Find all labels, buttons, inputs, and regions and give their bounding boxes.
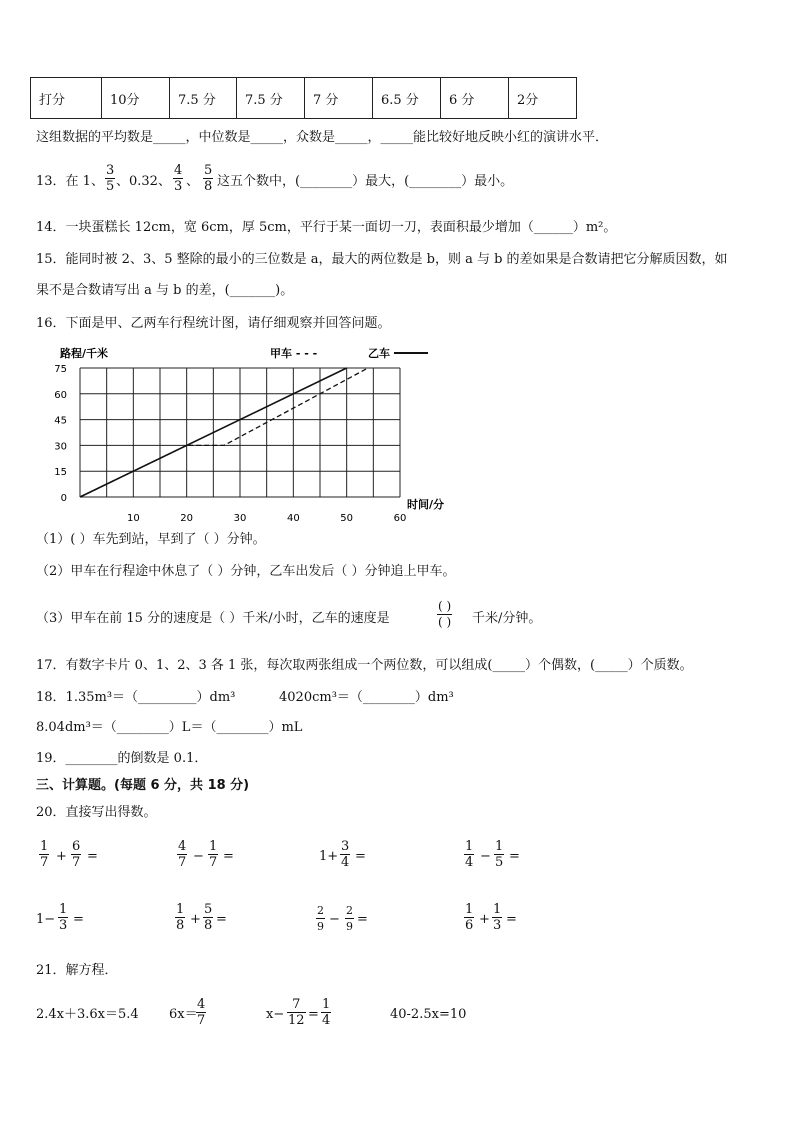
y-tick-label: 45 (54, 415, 67, 427)
q16-sub3-fraction: ( ) ( ) (438, 599, 452, 629)
q20-r1b-frac2: 1 7 (209, 839, 218, 870)
q20-r2d-frac2: 1 3 (493, 902, 502, 933)
x-tick-label: 20 (180, 513, 194, 524)
table-cell: 7.5 分 (170, 78, 237, 119)
q20-r2d-frac1: 1 6 (465, 902, 474, 933)
q20-r2a-eq: = (73, 912, 84, 927)
q20-r2d-op: + (479, 912, 490, 927)
q20-r1a-op: + (56, 849, 67, 864)
q20-r1d-eq: = (509, 849, 520, 864)
q21-eq4: 40-2.5x=10 (390, 1007, 467, 1022)
q19-text: 19．________的倒数是 0.1． (36, 751, 208, 766)
q12-text: 这组数据的平均数是_____，中位数是_____，众数是_____，_____能比较好地反映小红的演讲水平． (36, 130, 609, 145)
q20-r1c-whole: 1+ (319, 849, 339, 864)
q21-title: 21．解方程． (36, 963, 118, 978)
q18-c: 8.04dm³＝（________）L＝（________）mL (36, 720, 303, 735)
q15-line2: 果不是合数请写出 a 与 b 的差，(_______)。 (36, 283, 294, 298)
legend-jia: 甲车 - - - (270, 347, 318, 360)
travel-chart (30, 340, 460, 530)
q20-title: 20．直接写出得数。 (36, 805, 157, 820)
q21-eq3-left: x− (266, 1007, 285, 1022)
q18-b: 4020cm³＝（________）dm³ (279, 690, 454, 705)
table-cell: 打分 (31, 78, 102, 119)
chart-x-axis-label: 时间/分 (407, 498, 445, 511)
q13-sep: 、 (186, 174, 200, 189)
table-cell: 2分 (509, 78, 577, 119)
q20-r2c-frac2: 2 9 (346, 904, 353, 933)
q16-sub3b: 千米/分钟。 (472, 611, 542, 626)
q20-r1d-frac2: 1 5 (495, 839, 504, 870)
y-tick-label: 75 (54, 364, 67, 375)
series-line-jia (80, 368, 368, 497)
q13-fraction-1: 3 5 (106, 163, 115, 194)
section3-title: 三、计算题。(每题 6 分，共 18 分) (36, 778, 250, 793)
q16-sub1: （1）( ）车先到站，早到了（ ）分钟。 (36, 532, 266, 547)
q20-r1d-frac1: 1 4 (465, 839, 474, 870)
x-tick-label: 60 (393, 513, 407, 524)
q16-sub2: （2）甲车在行程途中休息了（ ）分钟，乙车出发后（ ）分钟追上甲车。 (36, 564, 456, 579)
x-tick-label: 40 (286, 513, 300, 524)
table-cell: 6.5 分 (373, 78, 441, 119)
q20-r2b-frac2: 5 8 (204, 902, 213, 933)
table-cell: 7 分 (305, 78, 373, 119)
y-tick-label: 0 (60, 493, 67, 504)
q13-fraction-3: 5 8 (204, 163, 213, 194)
table-row (31, 78, 577, 119)
q13-suffix: 这五个数中，(________）最大，(________）最小。 (217, 174, 514, 189)
q21-eq3-frac1: 7 12 (288, 997, 305, 1028)
q20-r2c-frac1: 2 9 (317, 904, 324, 933)
q20-r1c-frac: 3 4 (341, 839, 350, 870)
q16-sub3a: （3）甲车在前 15 分的速度是（ ）千米/小时，乙车的速度是 (36, 611, 390, 626)
chart-y-axis-label: 路程/千米 (60, 347, 109, 360)
q20-r1d-op: − (480, 849, 491, 864)
q20-r1c-eq: = (355, 849, 366, 864)
q20-r2a-whole: 1− (36, 912, 56, 927)
q20-r1b-op: − (193, 849, 204, 864)
y-tick-label: 30 (54, 441, 67, 453)
q20-r2b-op: + (190, 912, 201, 927)
x-tick-label: 50 (340, 513, 354, 524)
q20-r1a-frac2: 6 7 (72, 839, 81, 870)
q21-eq2-frac: 4 7 (197, 997, 206, 1028)
q18-a: 18．1.35m³＝（_________）dm³ (36, 690, 236, 705)
q20-r2c-op: − (329, 912, 340, 927)
q14-text: 14．一块蛋糕长 12cm，宽 6cm，厚 5cm，平行于某一面切一刀，表面积最少增加（______）m²。 (36, 220, 617, 235)
table-cell: 7.5 分 (237, 78, 305, 119)
q20-r2d-eq: = (506, 912, 517, 927)
q20-r1a-frac1: 1 7 (40, 839, 49, 870)
y-tick-label: 15 (54, 467, 67, 479)
q20-r2c-eq: = (357, 912, 368, 927)
x-tick-label: 30 (233, 513, 247, 524)
q20-r1b-eq: = (223, 849, 234, 864)
q20-r2b-frac1: 1 8 (176, 902, 185, 933)
table-cell: 6 分 (441, 78, 509, 119)
q20-r1b-frac1: 4 7 (178, 839, 187, 870)
q20-r2b-eq: = (216, 912, 227, 927)
q20-r1a-eq: = (87, 849, 98, 864)
q20-r2a-frac: 1 3 (59, 902, 68, 933)
q21-eq3-eq: = (308, 1007, 319, 1022)
q17-text: 17．有数字卡片 0、1、2、3 各 1 张，每次取两张组成一个两位数，可以组成(_____）个偶数，(_____）个质数。 (36, 658, 693, 673)
score-table (30, 77, 577, 119)
q15-line1: 15．能同时被 2、3、5 整除的最小的三位数是 a，最大的两位数是 b，则 a 与 b 的差如果是合数请把它分解质因数，如 (36, 252, 728, 267)
q13-mid: 、0.32、 (116, 174, 171, 189)
q16-text: 16．下面是甲、乙两车行程统计图，请仔细观察并回答问题。 (36, 316, 391, 331)
q21-eq2-left: 6x＝ (169, 1007, 198, 1022)
legend-yi: 乙车 (368, 347, 390, 360)
x-tick-label: 10 (126, 513, 140, 524)
q13-fraction-2: 4 3 (174, 163, 183, 194)
q21-eq1: 2.4x＋3.6x＝5.4 (36, 1007, 139, 1022)
q21-eq3-frac2: 1 4 (322, 997, 331, 1028)
table-cell: 10分 (102, 78, 170, 119)
y-tick-label: 60 (54, 389, 67, 401)
q13-prefix: 13．在 1、 (36, 174, 104, 189)
